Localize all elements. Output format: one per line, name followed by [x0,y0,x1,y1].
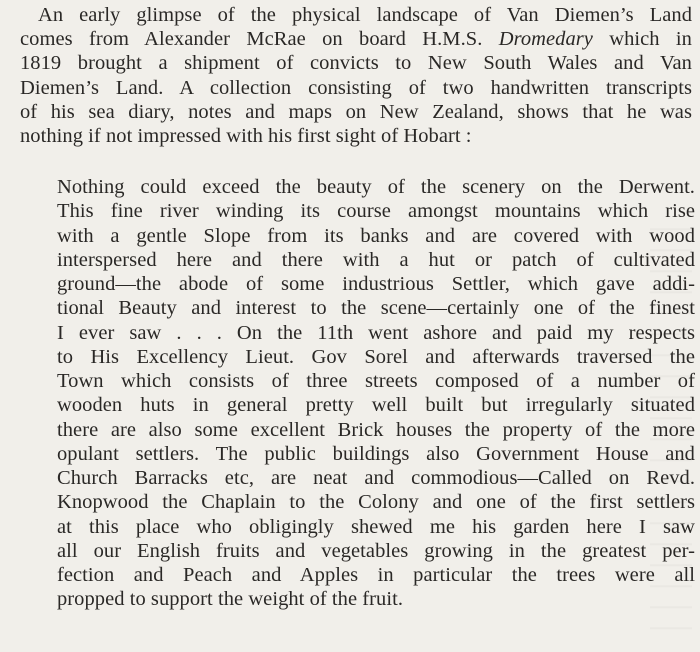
quote-line: I ever saw . . . On the 11th went ashore and paid my respects [57,321,695,344]
quote-line: ground—the abode of some industrious Settler, which gave addi- [57,273,695,295]
quote-line: tional Beauty and interest to the scene—certainly one of the finest [57,297,695,320]
quote-line: there are also some excellent Brick houses the property of the more [57,418,695,441]
quote-line: with a gentle Slope from its banks and are covered with wood [57,224,695,247]
intro-paragraph [20,3,692,148]
quote-line: propped to support the weight of the fruit. [57,588,404,611]
intro-line [20,27,692,51]
quote-line: Church Barracks etc, are neat and commodious—Called on Revd. [57,467,695,489]
quote-line: Nothing could exceed the beauty of the scenery on the Derwent. [57,176,695,198]
intro-line: An early glimpse of the physical landscape of Van Diemen’s Land [38,4,692,26]
quote-line: to His Excellency Lieut. Gov Sorel and afterwards traversed the [57,345,695,368]
intro-line: 1819 brought a shipment of convicts to New South Wales and Van [20,52,692,75]
intro-line-text: comes from Alexander McRae on board H.M.S. [20,28,483,51]
intro-line: nothing if not impressed with his first sight of Hobart : [20,125,472,148]
quote-line: Town which consists of three streets composed of a number of [57,370,695,392]
quote-line: all our English fruits and vegetables growing in the greatest per- [57,539,695,562]
intro-line-text: which in [609,28,692,51]
quote-line: Knopwood the Chaplain to the Colony and one of the first settlers [57,491,695,514]
quote-line: at this place who obligingly shewed me his garden here I saw [57,515,695,538]
quote-line: interspersed here and there with a hut or patch of cultivated [57,248,695,271]
quote-line: opulant settlers. The public buildings also Government House and [57,442,695,465]
quoted-passage [57,175,695,612]
quote-line: This fine river winding its course amongst mountains which rise [57,200,695,223]
intro-line: of his sea diary, notes and maps on New Zealand, shows that he was [20,100,692,123]
intro-line: Diemen’s Land. A collection consisting of two handwritten transcripts [20,76,692,99]
quote-line: fection and Peach and Apples in particular the trees were all [57,564,695,586]
ship-name: Dromedary [498,28,593,51]
quote-line: wooden huts in general pretty well built but irregularly situated [57,394,695,417]
